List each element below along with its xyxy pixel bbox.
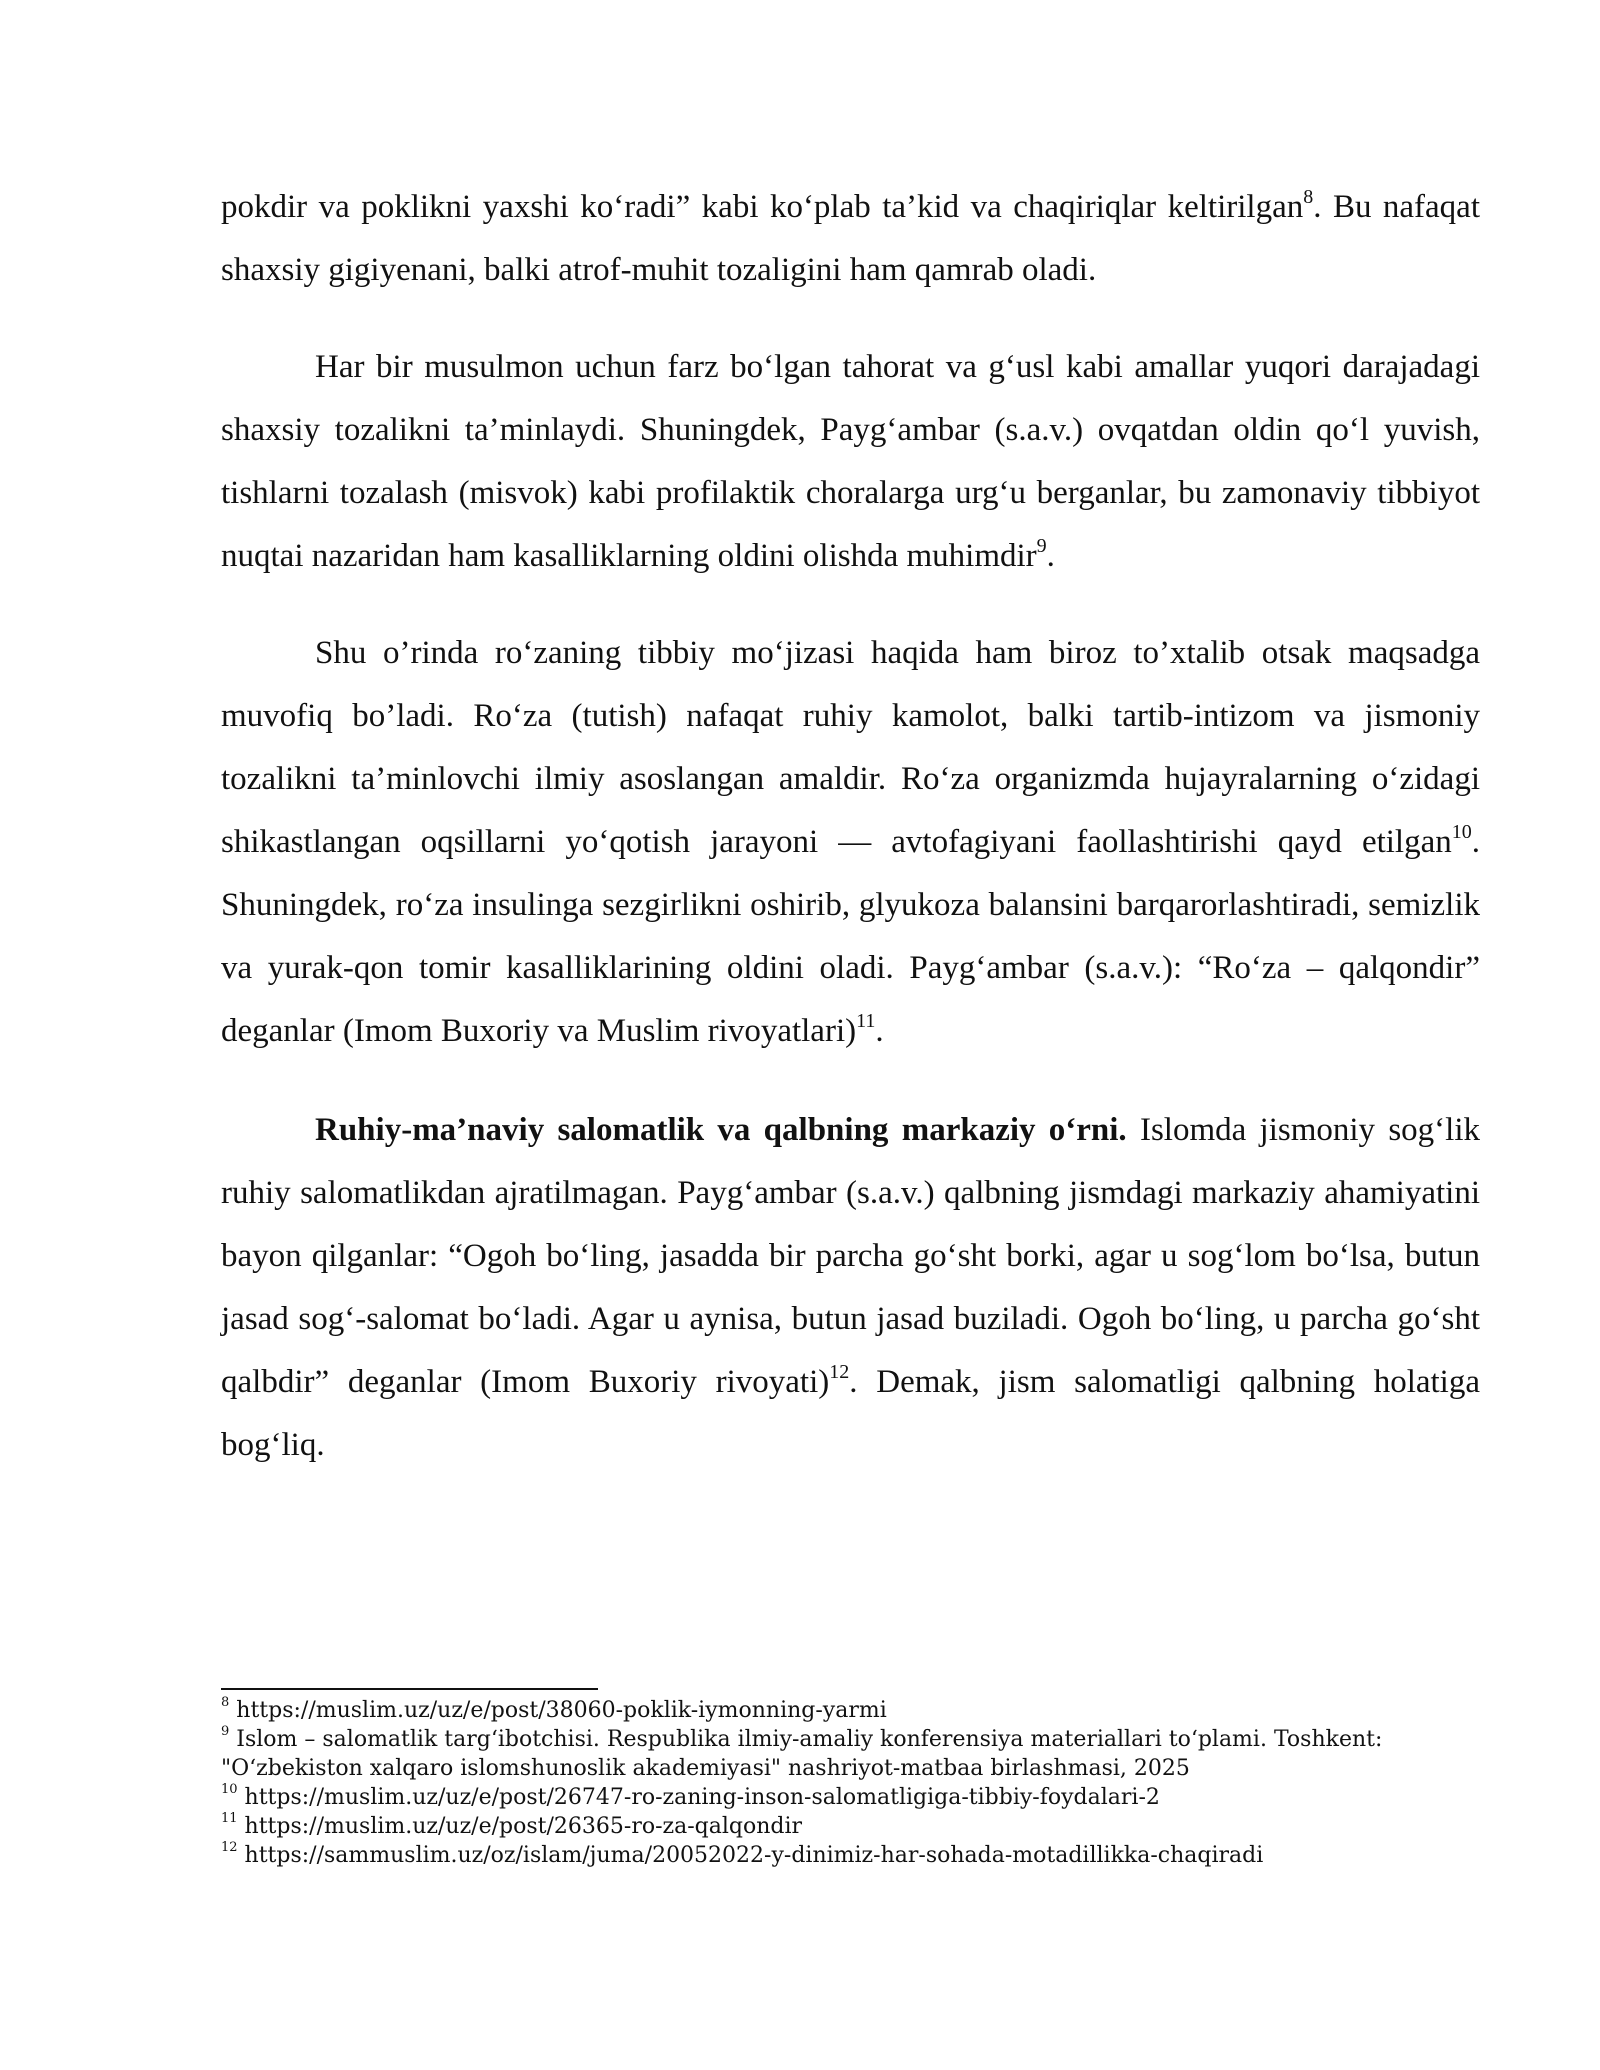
- paragraph-text: . Shuningdek, ro‘za insulinga sezgirlikni oshirib, glyukoza balansini barqarorlashtiradi, semizlik va yurak-qon tomir kasalliklarining oldini oladi. Payg‘ambar (s.a.v.): “Ro‘za – qalqondir” deganlar (Imom Buxoriy va Muslim rivoyatlari): [221, 824, 1480, 1049]
- footnote-number: 12: [221, 1839, 238, 1855]
- paragraph-1: [221, 176, 1480, 302]
- document-body: [221, 176, 1480, 1477]
- footnote-number: 8: [221, 1694, 230, 1710]
- paragraph-text: Shu o’rinda ro‘zaning tibbiy mo‘jizasi haqida ham biroz to’xtalib otsak maqsadga muvofiq bo’ladi. Ro‘za (tutish) nafaqat ruhiy kamolot, balki tartib-intizom va jismoniy tozalikni ta’minlovchi ilmiy asoslangan amaldir. Ro‘za organizmda hujayralarning o‘zidagi shikastlangan oqsillarni yo‘qotish jarayoni — avtofagiyani faollashtirishi qayd etilgan: [221, 635, 1480, 860]
- paragraph-text: .: [875, 1013, 884, 1049]
- footnote-10: [221, 1783, 1480, 1812]
- paragraph-text: . Bu nafaqat shaxsiy gigiyenani, balki atrof-muhit tozaligini ham qamrab oladi.: [221, 189, 1480, 288]
- paragraph-text: Har bir musulmon uchun farz bo‘lgan tahorat va g‘usl kabi amallar yuqori darajadagi shaxsiy tozalikni ta’minlaydi. Shuningdek, Payg‘ambar (s.a.v.) ovqatdan oldin qo‘l yuvish, tishlarni tozalash (misvok) kabi profilaktik choralarga urg‘u berganlar, bu zamonaviy tibbiyot nuqtai nazaridan ham kasalliklarning oldini olishda muhimdir: [221, 349, 1480, 574]
- footnote-text[interactable]: https://sammuslim.uz/oz/islam/juma/20052022-y-dinimiz-har-sohada-motadillikka-chaqiradi: [237, 1843, 1264, 1868]
- footnote-12: [221, 1841, 1480, 1870]
- paragraph-text: pokdir va poklikni yaxshi ko‘radi” kabi ko‘plab ta’kid va chaqiriqlar keltirilgan: [221, 189, 1304, 225]
- footnote-text[interactable]: https://muslim.uz/uz/e/post/26747-ro-zaning-inson-salomatligiga-tibbiy-foydalari-2: [237, 1785, 1160, 1810]
- footnote-number: 9: [221, 1723, 230, 1739]
- footnote-number: 11: [221, 1810, 238, 1826]
- footnote-ref-9[interactable]: 9: [1036, 535, 1047, 557]
- footnote-ref-10[interactable]: 10: [1451, 821, 1472, 843]
- paragraph-2: [221, 336, 1480, 588]
- footnote-11: [221, 1812, 1480, 1841]
- footnote-text[interactable]: https://muslim.uz/uz/e/post/26365-ro-za-qalqondir: [237, 1814, 803, 1839]
- paragraph-3: [221, 622, 1480, 1063]
- footnote-text: Islom – salomatlik targ‘ibotchisi. Respublika ilmiy-amaliy konferensiya materiallari to‘plami. Toshkent: "O‘zbekiston xalqaro islomshunoslik akademiyasi" nashriyot-matbaa birlashmasi, 2025: [221, 1727, 1383, 1781]
- paragraph-text: Islomda jismoniy sog‘lik ruhiy salomatlikdan ajratilmagan. Payg‘ambar (s.a.v.) qalbning jismdagi markaziy ahamiyatini bayon qilganlar: “Ogoh bo‘ling, jasadda bir parcha go‘sht borki, agar u sog‘lom bo‘lsa, butun jasad sog‘-salomat bo‘ladi. Agar u aynisa, butun jasad buziladi. Ogoh bo‘ling, u parcha go‘sht qalbdir” deganlar (Imom Buxoriy rivoyati): [221, 1112, 1480, 1400]
- footnote-separator: [221, 1688, 598, 1690]
- footnote-number: 10: [221, 1781, 238, 1797]
- section-heading: Ruhiy-ma’naviy salomatlik va qalbning markaziy o‘rni.: [315, 1112, 1127, 1148]
- footnote-ref-11[interactable]: 11: [856, 1010, 876, 1032]
- footnote-9: [221, 1725, 1480, 1783]
- footnotes: [221, 1696, 1480, 1870]
- footnote-8: [221, 1696, 1480, 1725]
- paragraph-text: .: [1046, 538, 1055, 574]
- footnote-ref-8[interactable]: 8: [1303, 186, 1314, 208]
- paragraph-text: . Demak, jism salomatligi qalbning holatiga bog‘liq.: [221, 1364, 1480, 1463]
- paragraph-4: [221, 1099, 1480, 1477]
- footnote-ref-12[interactable]: 12: [829, 1361, 850, 1383]
- footnote-text[interactable]: https://muslim.uz/uz/e/post/38060-poklik-iymonning-yarmi: [229, 1698, 887, 1723]
